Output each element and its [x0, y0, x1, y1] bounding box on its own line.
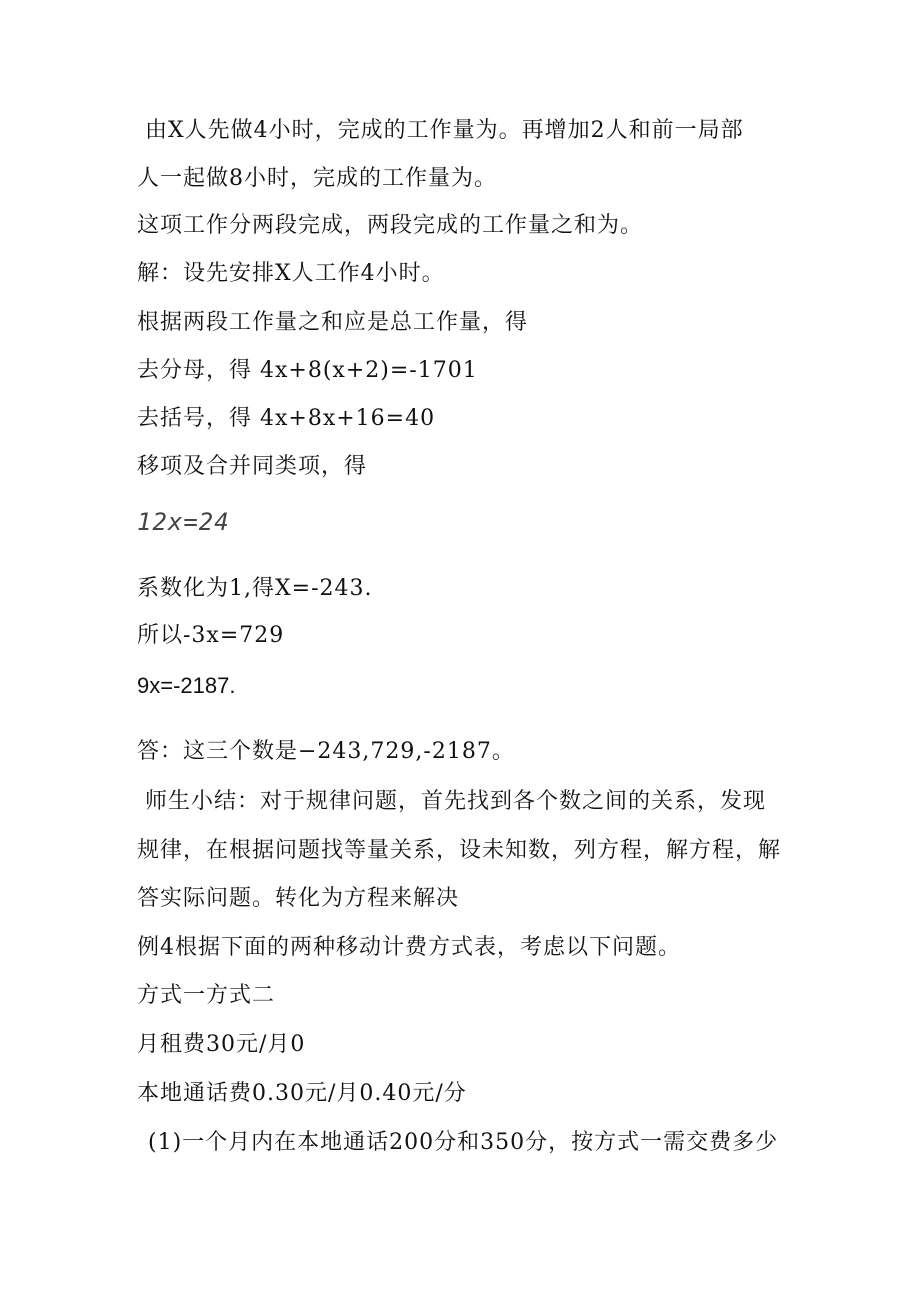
text-line-4: 解：设先安排X人工作4小时。	[137, 261, 445, 286]
question-line-1: (1)一个月内在本地通话200分和350分，按方式一需交费多少	[148, 1130, 779, 1155]
text-line-10: 系数化为1,得X=-243.	[137, 576, 373, 601]
table-row-local-call: 本地通话费0.30元/月0.40元/分	[137, 1081, 467, 1106]
text-line-3: 这项工作分两段完成，两段完成的工作量之和为。	[137, 213, 644, 238]
summary-line-1: 师生小结：对于规律问题，首先找到各个数之间的关系，发现	[145, 789, 767, 814]
text-line-5: 根据两段工作量之和应是总工作量，得	[137, 310, 529, 335]
equation-line: 12x=24	[137, 508, 230, 536]
table-row-monthly-fee: 月租费30元/月0	[137, 1032, 306, 1057]
summary-line-3: 答实际问题。转化为方程来解决	[137, 886, 460, 911]
text-line-2: 人一起做8小时，完成的工作量为。	[137, 166, 497, 191]
example-line: 例4根据下面的两种移动计费方式表，考虑以下问题。	[137, 935, 681, 960]
text-line-12: 9x=-2187.	[137, 673, 236, 698]
text-line-11: 所以-3x=729	[137, 623, 285, 648]
text-line-7: 去括号，得 4x+8x+16=40	[137, 406, 436, 431]
text-line-1: 由X人先做4小时，完成的工作量为。再增加2人和前一局部	[145, 118, 744, 143]
table-header-line: 方式一方式二	[137, 983, 276, 1008]
answer-line: 答：这三个数是−243,729,-2187。	[137, 739, 515, 764]
summary-line-2: 规律，在根据问题找等量关系，设未知数，列方程，解方程，解	[137, 838, 782, 863]
text-line-8: 移项及合并同类项，得	[137, 454, 368, 479]
text-line-6: 去分母，得 4x+8(x+2)=-1701	[137, 358, 478, 383]
